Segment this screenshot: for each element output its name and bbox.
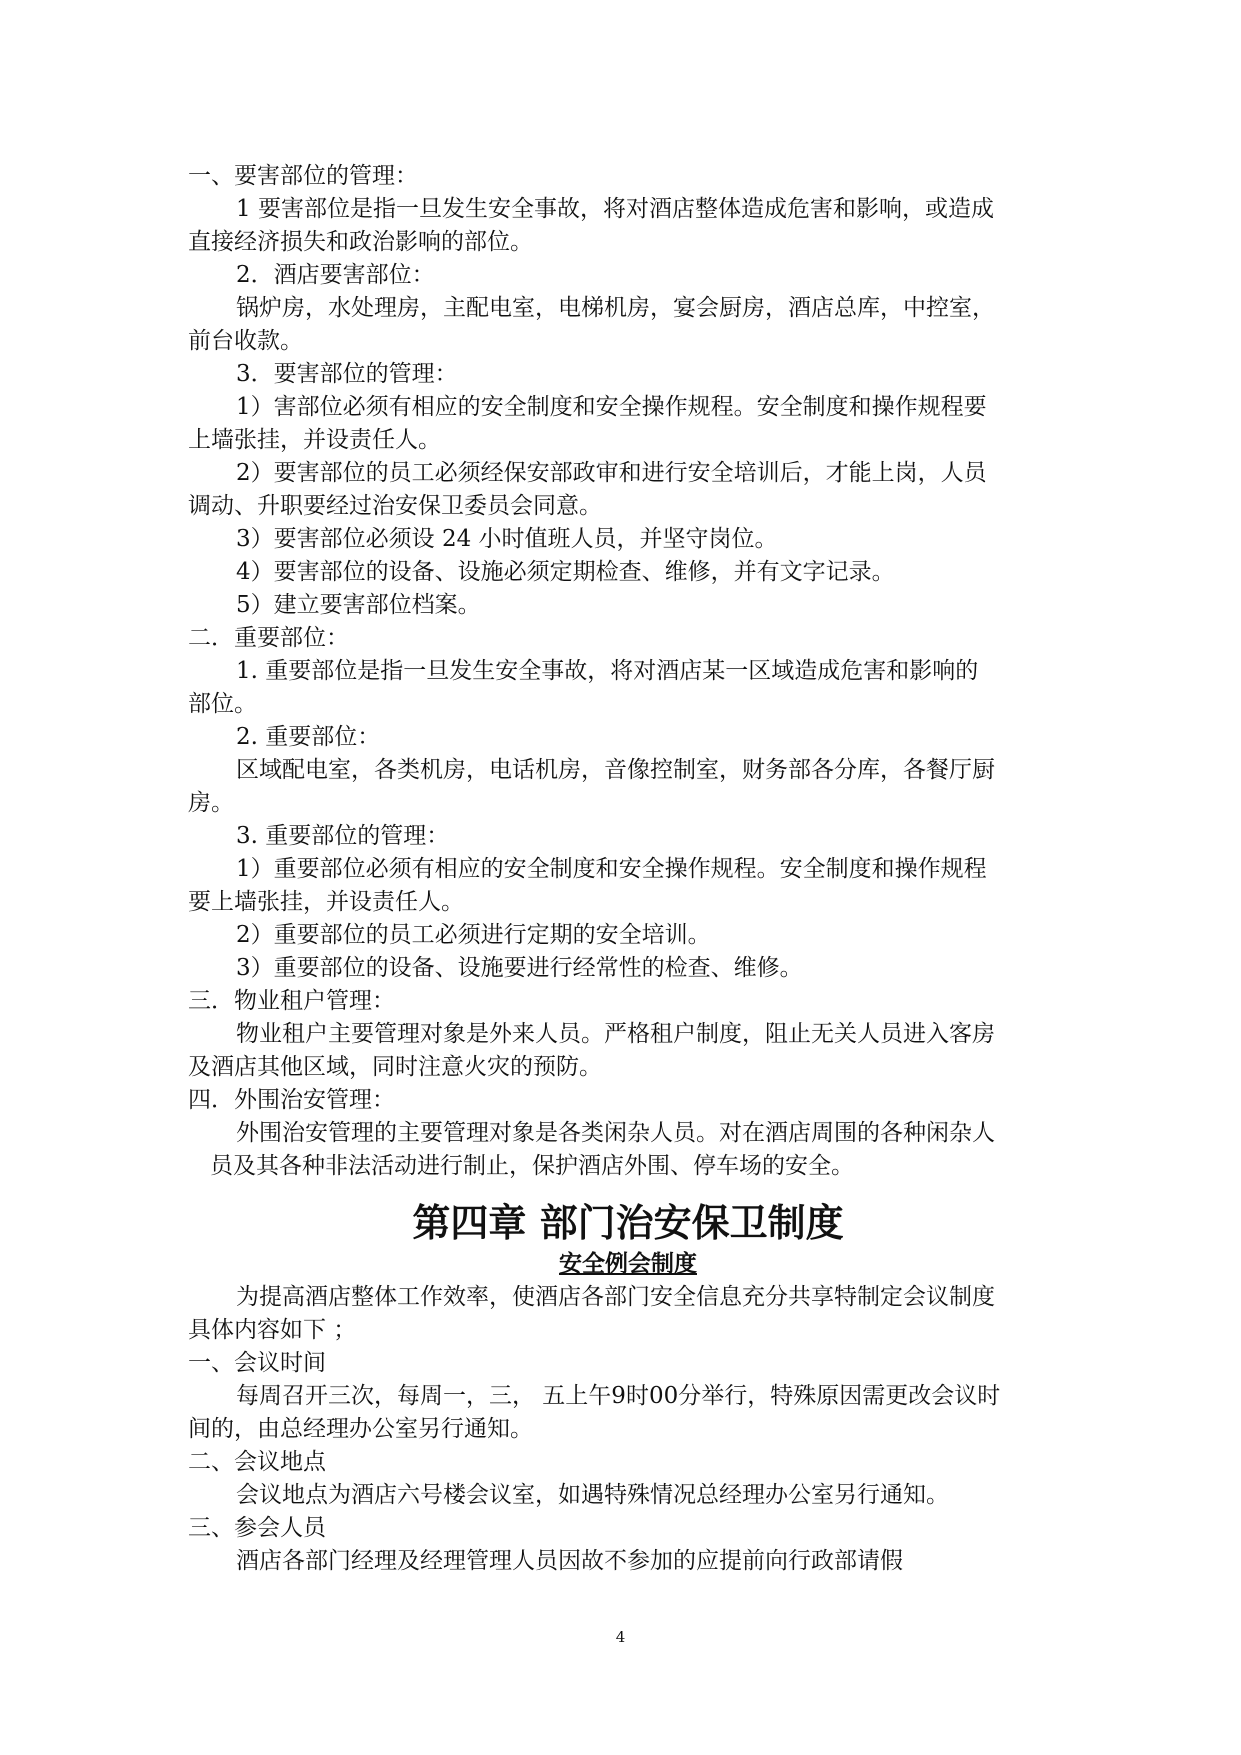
text-line: 3. 重要部位的管理： (236, 823, 450, 849)
text-line: 一、会议时间 (188, 1350, 326, 1376)
section-title: 安全例会制度 (559, 1251, 697, 1277)
text-line: 二、会议地点 (188, 1449, 326, 1475)
text-line: 具体内容如下 ； (188, 1317, 357, 1343)
text-line: 3）要害部位必须设 24 小时值班人员，并坚守岗位。 (236, 526, 778, 552)
text-line: 2）重要部位的员工必须进行定期的安全培训。 (236, 922, 711, 948)
text-line: 三、参会人员 (188, 1515, 326, 1541)
text-line: 区域配电室，各类机房，电话机房，音像控制室，财务部各分库，各餐厅厨 (236, 757, 995, 783)
page-number: 4 (615, 1628, 626, 1646)
page-content (188, 160, 1068, 1578)
text-line: 3．要害部位的管理： (236, 361, 458, 387)
text-line: 每周召开三次，每周一，三， 五上午9时00分举行，特殊原因需更改会议时 (236, 1383, 1001, 1409)
text-line: 前台收款。 (188, 328, 303, 354)
text-line: 二．重要部位： (188, 625, 349, 651)
text-line: 四．外围治安管理： (188, 1087, 395, 1113)
text-line: 1）害部位必须有相应的安全制度和安全操作规程。安全制度和操作规程要 (236, 394, 987, 420)
text-line: 三．物业租户管理： (188, 988, 395, 1014)
text-line: 房。 (188, 790, 234, 816)
text-line: 部位。 (188, 691, 257, 717)
text-line: 一、要害部位的管理： (188, 163, 418, 189)
chapter-title: 第四章 部门治安保卫制度 (412, 1201, 844, 1245)
text-line: 2．酒店要害部位： (236, 262, 435, 288)
text-line: 2）要害部位的员工必须经保安部政审和进行安全培训后，才能上岗，人员 (236, 460, 987, 486)
text-line: 直接经济损失和政治影响的部位。 (188, 229, 533, 255)
text-line: 1 要害部位是指一旦发生安全事故，将对酒店整体造成危害和影响，或造成 (236, 196, 994, 222)
text-line: 间的，由总经理办公室另行通知。 (188, 1416, 533, 1442)
text-line: 外围治安管理的主要管理对象是各类闲杂人员。对在酒店周围的各种闲杂人 (236, 1120, 995, 1146)
body-text-block-1 (188, 160, 1068, 1183)
text-line: 4）要害部位的设备、设施必须定期检查、维修，并有文字记录。 (236, 559, 895, 585)
text-line: 酒店各部门经理及经理管理人员因故不参加的应提前向行政部请假 (236, 1548, 903, 1574)
text-line: 员及其各种非法活动进行制止，保护酒店外围、停车场的安全。 (210, 1153, 854, 1179)
text-line: 锅炉房，水处理房，主配电室，电梯机房，宴会厨房，酒店总库，中控室， (236, 295, 995, 321)
text-line: 1）重要部位必须有相应的安全制度和安全操作规程。安全制度和操作规程 (236, 856, 987, 882)
text-line: 上墙张挂，并设责任人。 (188, 427, 441, 453)
text-line: 3）重要部位的设备、设施要进行经常性的检查、维修。 (236, 955, 803, 981)
text-line: 1. 重要部位是指一旦发生安全事故，将对酒店某一区域造成危害和影响的 (236, 658, 979, 684)
body-text-block-2 (188, 1281, 1068, 1578)
text-line: 要上墙张挂，并设责任人。 (188, 889, 464, 915)
text-line: 2. 重要部位： (236, 724, 381, 750)
text-line: 5）建立要害部位档案。 (236, 592, 481, 618)
text-line: 调动、升职要经过治安保卫委员会同意。 (188, 493, 602, 519)
text-line: 物业租户主要管理对象是外来人员。严格租户制度，阻止无关人员进入客房 (236, 1021, 995, 1047)
text-line: 会议地点为酒店六号楼会议室，如遇特殊情况总经理办公室另行通知。 (236, 1482, 949, 1508)
text-line: 为提高酒店整体工作效率，使酒店各部门安全信息充分共享特制定会议制度 (236, 1284, 995, 1310)
text-line: 及酒店其他区域，同时注意火灾的预防。 (188, 1054, 602, 1080)
